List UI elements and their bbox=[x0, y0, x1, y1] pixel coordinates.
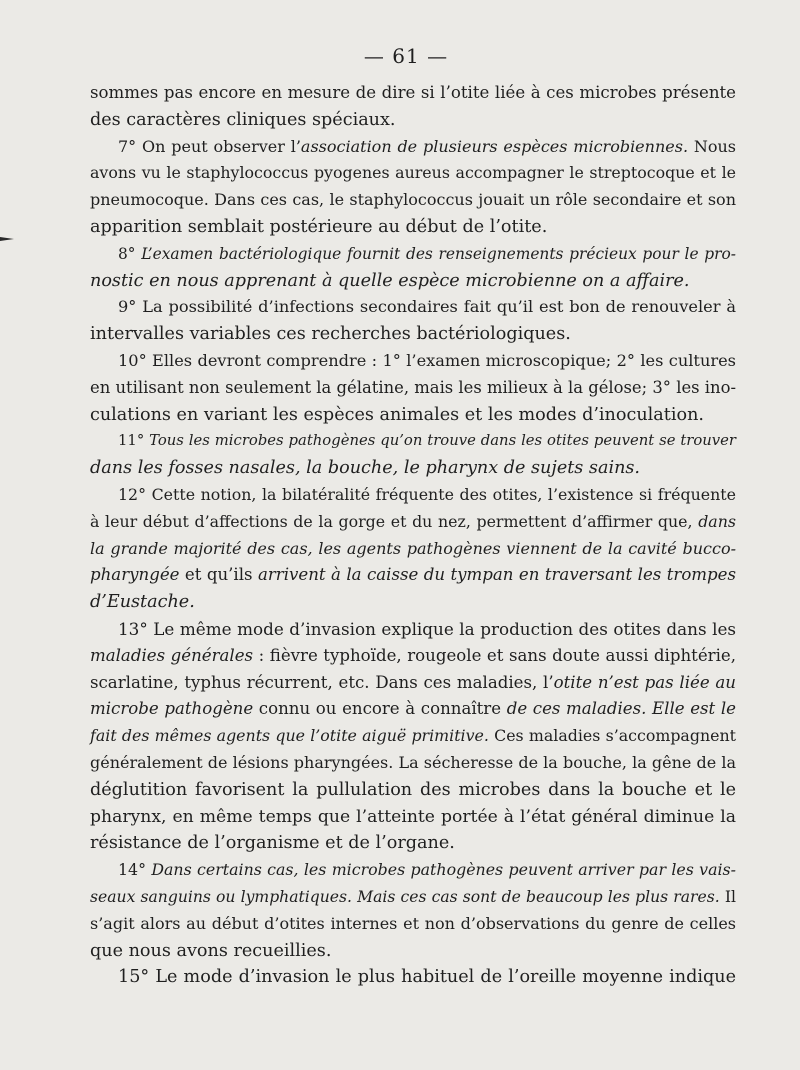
text-line: pharynx, en même temps que l’atteinte portée à l’état général diminue la bbox=[90, 806, 736, 827]
text-line: 11° Tous les microbes pathogènes qu’on trouve dans les otites peuvent se trouver bbox=[118, 432, 736, 450]
text-line: 12° Cette notion, la bilatéralité fréquente des otites, l’existence si fréquente bbox=[118, 484, 736, 504]
text-line: 14° Dans certains cas, les microbes pathogènes peuvent arriver par les vais- bbox=[118, 860, 736, 880]
text-line: s’agit alors au début d’otites internes et non d’observations du genre de celles bbox=[90, 913, 736, 933]
text-line: scarlatine, typhus récurrent, etc. Dans ces maladies, l’otite n’est pas liée au bbox=[90, 672, 736, 692]
text-line: généralement de lésions pharyngées. La sécheresse de la bouche, la gêne de la bbox=[90, 752, 736, 772]
text-line: pneumocoque. Dans ces cas, le staphylococcus jouait un rôle secondaire et son bbox=[90, 190, 736, 210]
text-line: 10° Elles devront comprendre : 1° l’examen microscopique; 2° les cultures bbox=[118, 350, 736, 370]
text-line: 13° Le même mode d’invasion explique la production des otites dans les bbox=[118, 618, 736, 639]
text-line: déglutition favorisent la pullulation des microbes dans la bouche et le bbox=[90, 779, 736, 800]
text-line: dans les fosses nasales, la bouche, le pharynx de sujets sains. bbox=[90, 458, 641, 479]
text-line: microbe pathogène connu ou encore à connaître de ces maladies. Elle est le bbox=[90, 699, 736, 719]
text-line: sommes pas encore en mesure de dire si l’otite liée à ces microbes présente bbox=[90, 83, 736, 102]
text-line: seaux sanguins ou lymphatiques. Mais ces cas sont de beaucoup les plus rares. Il bbox=[90, 887, 736, 906]
text-line: nostic en nous apprenant à quelle espèce microbienne on a affaire. bbox=[90, 270, 690, 291]
text-line: des caractères cliniques spéciaux. bbox=[90, 109, 396, 130]
text-line: 15° Le mode d’invasion le plus habituel de l’oreille moyenne indique bbox=[118, 967, 736, 988]
page-number: — 61 — bbox=[363, 44, 449, 68]
margin-arrow-mark bbox=[0, 236, 14, 242]
text-line: pharyngée et qu’ils arrivent à la caisse du tympan en traversant les trompes bbox=[90, 565, 736, 585]
text-line: 9° La possibilité d’infections secondaires fait qu’il est bon de renouveler à bbox=[118, 297, 736, 317]
text-line: d’Eustache. bbox=[90, 592, 195, 613]
text-line: à leur début d’affections de la gorge et du nez, permettent d’affirmer que, dans bbox=[90, 511, 736, 531]
text-line: apparition semblait postérieure au début de l’otite. bbox=[90, 216, 548, 237]
text-line: que nous avons recueillies. bbox=[90, 940, 332, 961]
text-line: fait des mêmes agents que l’otite aiguë primitive. Ces maladies s’accompagnent bbox=[90, 726, 737, 746]
text-line: intervalles variables ces recherches bactériologiques. bbox=[90, 324, 571, 345]
body-text bbox=[90, 80, 736, 991]
text-line: résistance de l’organisme et de l’organe. bbox=[90, 833, 455, 854]
text-line: la grande majorité des cas, les agents pathogènes viennent de la cavité bucco- bbox=[90, 538, 736, 558]
text-line: 7° On peut observer l’association de plusieurs espèces microbiennes. Nous bbox=[118, 136, 737, 156]
text-line: en utilisant non seulement la gélatine, mais les milieux à la gélose; 3° les ino- bbox=[90, 377, 736, 397]
text-line: maladies générales : fièvre typhoïde, rougeole et sans doute aussi diphtérie, bbox=[90, 645, 736, 665]
text-line: avons vu le staphylococcus pyogenes aureus accompagner le streptocoque et le bbox=[90, 163, 736, 183]
text-line: culations en variant les espèces animales et les modes d’inoculation. bbox=[90, 404, 704, 425]
text-line: 8° L’examen bactériologique fournit des renseignements précieux pour le pro- bbox=[118, 244, 736, 263]
